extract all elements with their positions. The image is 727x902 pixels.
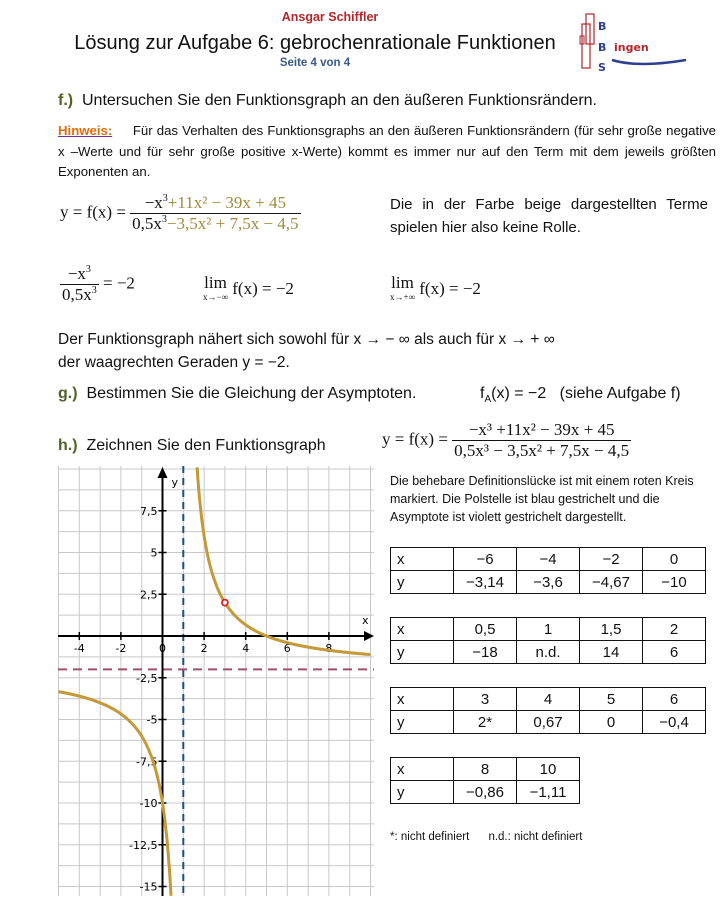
- cell: 6: [643, 688, 706, 711]
- x-axis-arrow-icon: [364, 631, 374, 641]
- cell: 0,67: [517, 711, 580, 734]
- row-label-x: x: [391, 688, 454, 711]
- denominator-exponent: 3: [161, 214, 167, 225]
- lim-pos-sub: x→+∞: [390, 292, 415, 302]
- cell: 0: [643, 548, 706, 571]
- row-label-x: x: [391, 618, 454, 641]
- curve-right-branch: [197, 467, 370, 654]
- cell: 8: [454, 758, 517, 781]
- cell: 10: [517, 758, 580, 781]
- cell: −2: [580, 548, 643, 571]
- denominator-main-term: 0,5x: [132, 214, 162, 233]
- lim-pos-word: lim: [391, 273, 414, 292]
- cell: 2: [643, 618, 706, 641]
- row-label-x: x: [391, 758, 454, 781]
- page-title: Lösung zur Aufgabe 6: gebrochenrationale Funktionen: [74, 32, 556, 54]
- y-tick-label: -5: [146, 713, 158, 727]
- cell: 1,5: [580, 618, 643, 641]
- y-tick-label: 2,5: [140, 588, 158, 602]
- cell: 5: [580, 688, 643, 711]
- footnote-nd: n.d.: nicht definiert: [488, 831, 583, 843]
- lim-neg-expr: f(x) = −2: [232, 278, 294, 298]
- numerator-main-term: −x: [144, 193, 163, 212]
- page-number: Seite 4 von 4: [279, 57, 351, 69]
- section-h-label: h.): [58, 437, 78, 454]
- cell: 0,5: [454, 618, 517, 641]
- cell: 14: [580, 641, 643, 664]
- x-tick-label: 8: [325, 642, 333, 655]
- x-tick-label: -4: [73, 642, 85, 655]
- cell: 1: [517, 618, 580, 641]
- logo-word: ingen: [614, 41, 649, 54]
- graph-grid: [58, 466, 374, 896]
- cell: −6: [454, 548, 517, 571]
- section-h-task: Zeichnen Sie den Funktionsgraph: [86, 437, 326, 454]
- answer-subscript: A: [484, 394, 492, 406]
- cell: −3,14: [454, 571, 517, 594]
- cell: n.d.: [517, 641, 580, 664]
- cell: 2*: [454, 711, 517, 734]
- cell: 0: [580, 711, 643, 734]
- formula-lhs: y = f(x) =: [60, 202, 126, 222]
- section-f-task: Untersuchen Sie den Funktionsgraph an den äußeren Funktionsrändern.: [82, 92, 597, 109]
- numerator-rest-terms: +11x² − 39x + 45: [167, 193, 287, 212]
- x-tick-label: 4: [242, 642, 250, 655]
- logo-letter-s: S: [598, 61, 606, 72]
- conclusion-line-2: der waagrechten Geraden y = −2.: [58, 354, 290, 371]
- x-tick-label: -2: [115, 642, 127, 655]
- author-name: Ansgar Schiffler: [281, 10, 379, 24]
- lim-neg-word: lim: [204, 273, 227, 292]
- logo-letter-b1: B: [598, 20, 607, 33]
- cell: 3: [454, 688, 517, 711]
- cell: −3,6: [517, 571, 580, 594]
- logo-letter-b2: B: [598, 41, 607, 54]
- y-tick-label: -7,5: [136, 755, 158, 769]
- graph-dashed-lines: [58, 466, 374, 896]
- y-tick-label: 7,5: [140, 504, 158, 518]
- cell: −4: [517, 548, 580, 571]
- ratio-den-term: 0,5x: [62, 285, 92, 304]
- beige-note: Die in der Farbe beige dargestellten Terme spielen hier also keine Rolle.: [390, 196, 708, 236]
- cell: 6: [643, 641, 706, 664]
- section-g-label: g.): [58, 385, 78, 402]
- hint-text: Für das Verhalten des Funktionsgraphs an den äußeren Funktionsrändern (für sehr große negative x –Werte und für sehr große positive x-Werte) kommt es immer nur auf den Term mit dem jeweils größten Exponenten an.: [58, 123, 716, 179]
- x-tick-label: 0: [159, 642, 166, 655]
- row-label-x: x: [391, 548, 454, 571]
- x-axis-label: x: [362, 614, 369, 627]
- section-f-label: f.): [58, 92, 74, 109]
- cell: −1,11: [517, 781, 580, 804]
- cell: −0,4: [643, 711, 706, 734]
- y-tick-label: -2,5: [136, 671, 158, 685]
- denominator-rest-terms: −3,5x² + 7,5x − 4,5: [166, 214, 299, 233]
- x-tick-label: 2: [200, 642, 208, 655]
- lim-neg-sub: x→−∞: [203, 292, 228, 302]
- graph-legend-note: Die behebare Definitionslücke ist mit einem roten Kreis markiert. Die Polstelle ist blau gestrichelt und die Asymptote ist violett gestrichelt dargestellt.: [390, 474, 694, 524]
- x-tick-label: 6: [283, 642, 291, 655]
- cell: −18: [454, 641, 517, 664]
- cell: −10: [643, 571, 706, 594]
- answer-equation: (x) = −2: [491, 385, 547, 402]
- ratio-num-exp: 3: [85, 264, 91, 275]
- cell: −4,67: [580, 571, 643, 594]
- conclusion-line-1: Der Funktionsgraph nähert sich sowohl für x → − ∞ als auch für x → + ∞: [58, 331, 555, 348]
- y-tick-label: -10: [139, 797, 158, 810]
- answer-f: f: [480, 385, 485, 402]
- formula-h-numerator: −x³ +11x² − 39x + 45: [452, 420, 631, 441]
- y-tick-label: 5: [150, 546, 158, 560]
- row-label-y: y: [391, 641, 454, 664]
- row-label-y: y: [391, 571, 454, 594]
- y-axis-label: y: [171, 476, 179, 489]
- cell: −0,86: [454, 781, 517, 804]
- row-label-y: y: [391, 781, 454, 804]
- ratio-num-term: −x: [67, 264, 86, 283]
- y-tick-label: -12,5: [129, 838, 158, 852]
- ratio-result: = −2: [103, 273, 135, 293]
- row-label-y: y: [391, 711, 454, 734]
- section-g-task: Bestimmen Sie die Gleichung der Asymptoten.: [86, 385, 417, 402]
- ratio-den-exp: 3: [91, 285, 97, 296]
- y-tick-label: -15: [139, 880, 158, 894]
- cell: 4: [517, 688, 580, 711]
- formula-h-denominator: 0,5x³ − 3,5x² + 7,5x − 4,5: [454, 441, 630, 460]
- footnote-star: *: nicht definiert: [390, 831, 470, 843]
- numerator-exponent: 3: [162, 193, 168, 204]
- hint-label: Hinweis:: [58, 123, 113, 138]
- formula-h-lhs: y = f(x) =: [382, 429, 448, 449]
- answer-reference: (siehe Aufgabe f): [559, 385, 681, 402]
- lim-pos-expr: f(x) = −2: [419, 278, 481, 298]
- removable-discontinuity-marker: [222, 600, 228, 606]
